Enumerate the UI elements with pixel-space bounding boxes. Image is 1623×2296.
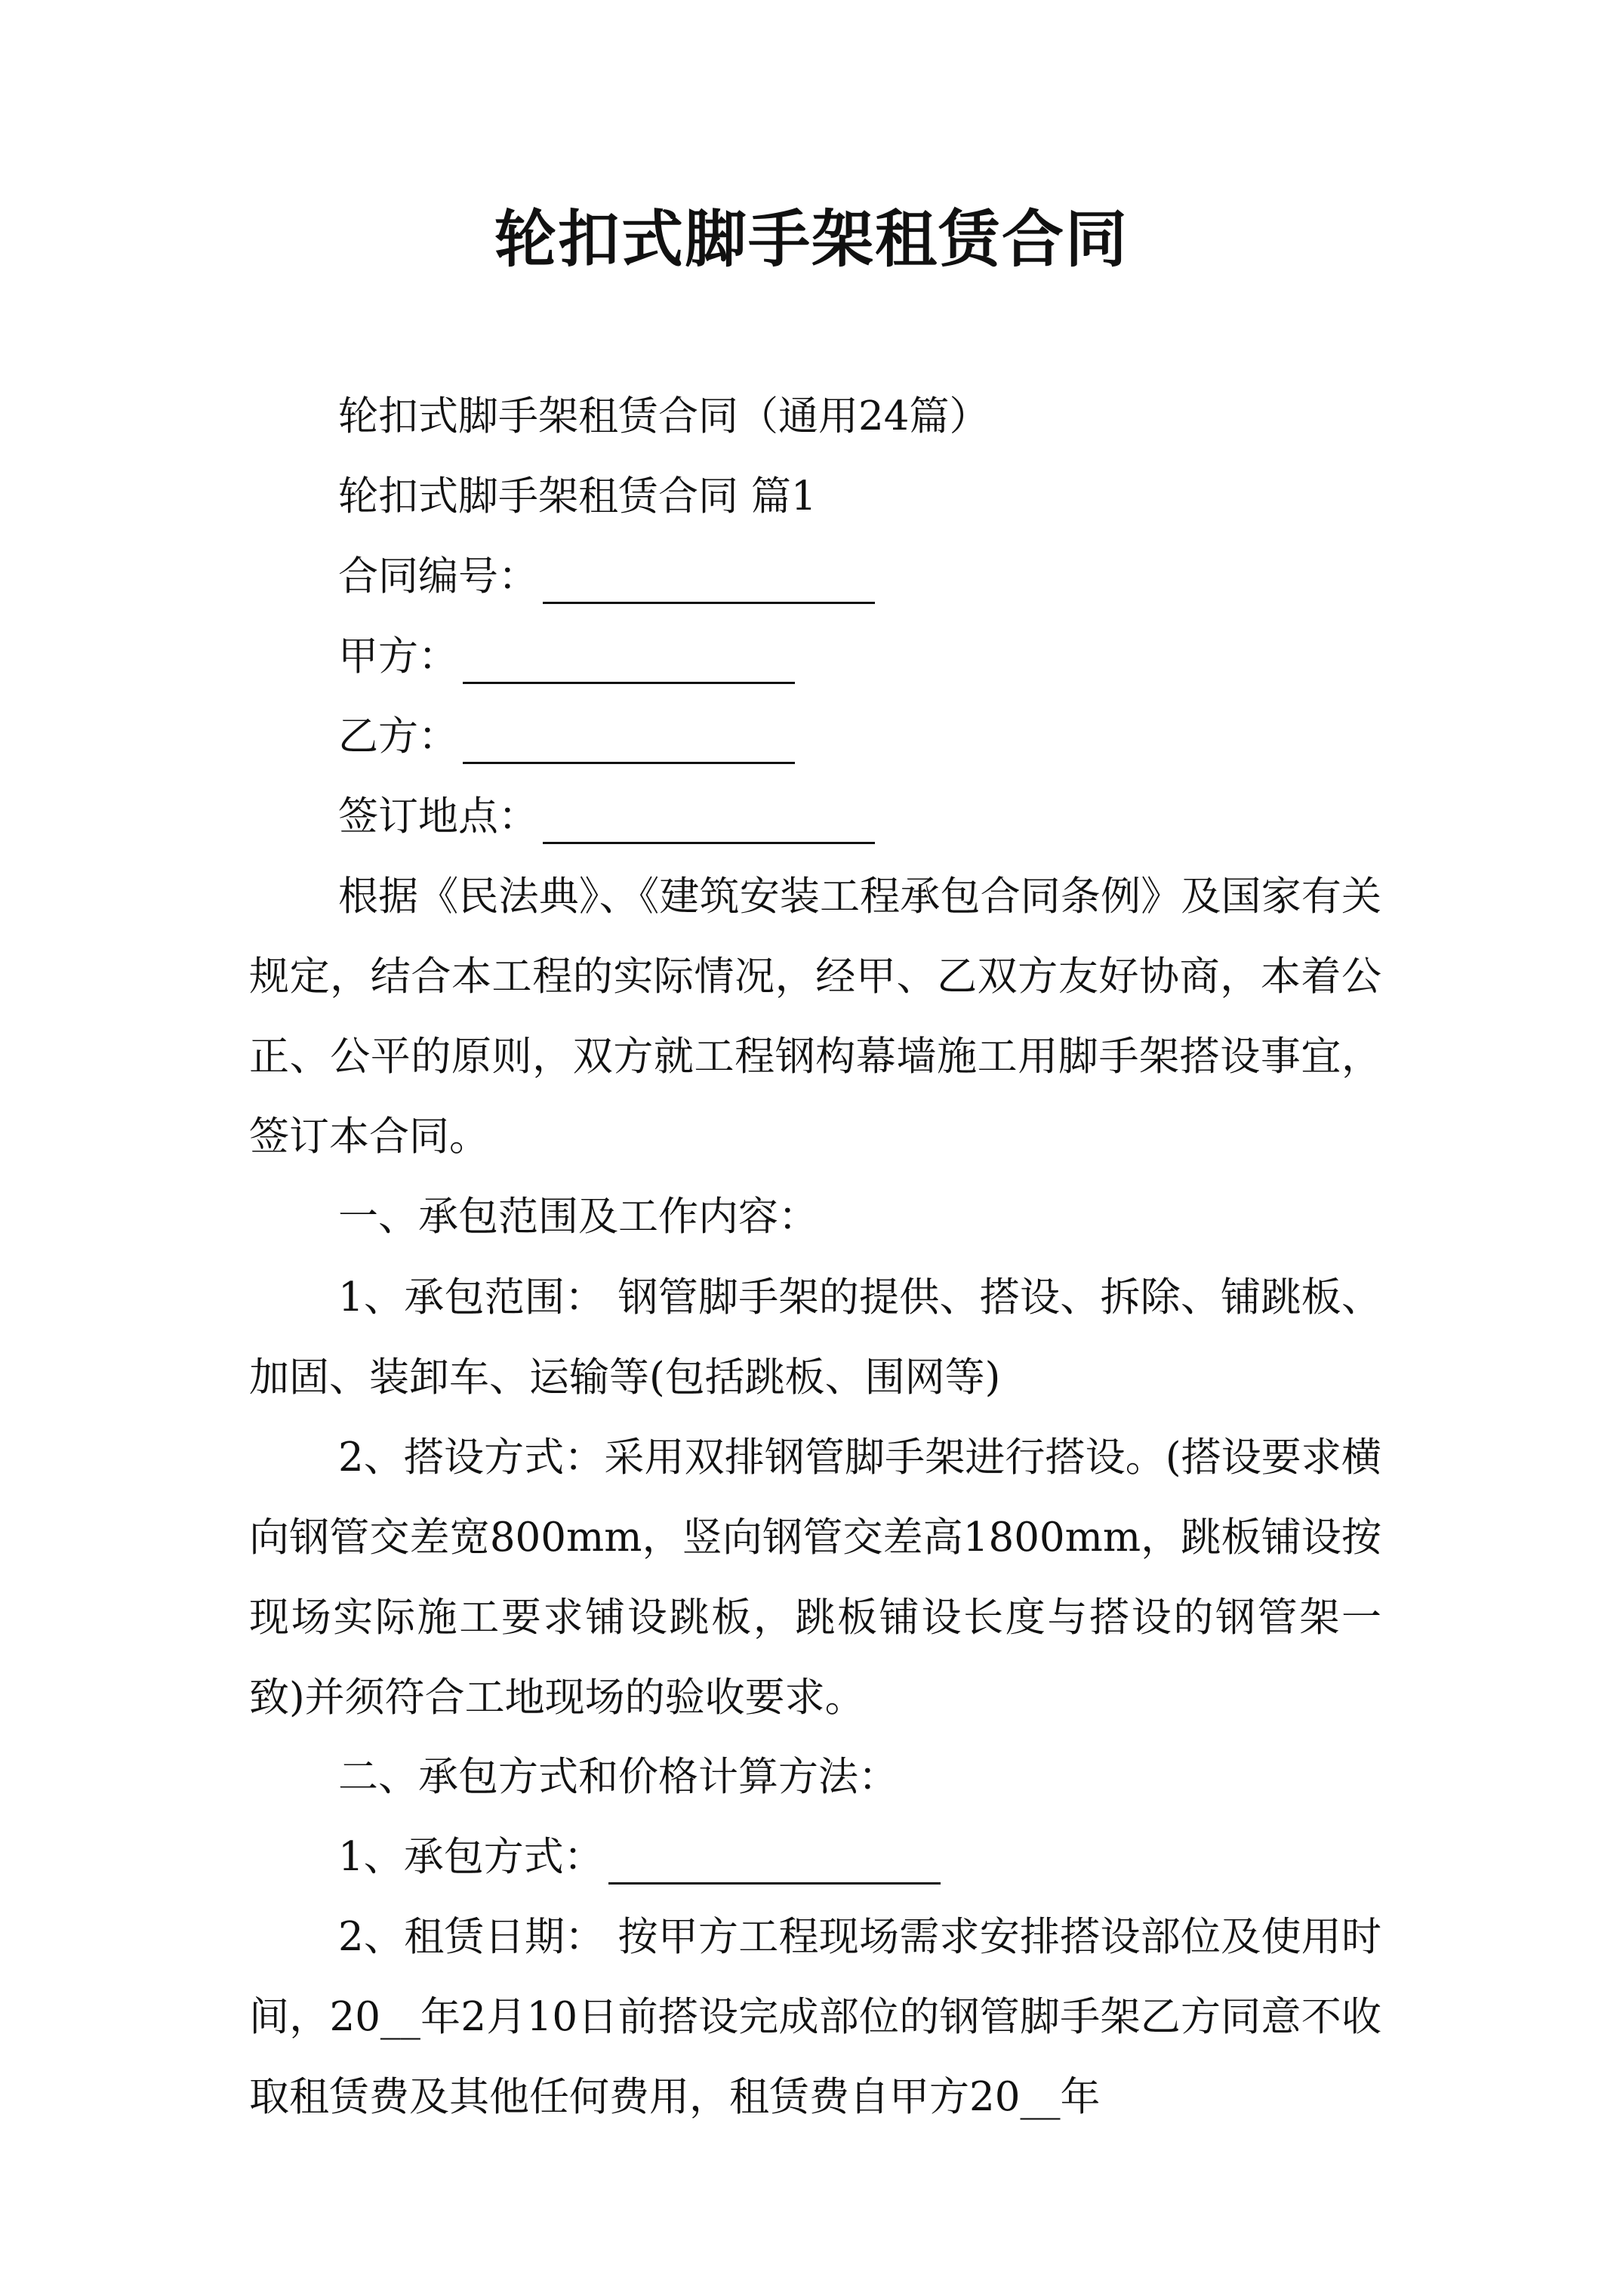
contract-number-blank xyxy=(543,559,875,604)
section2-title: 二、承包方式和价格计算方法： xyxy=(338,1754,898,1800)
item2-2-paragraph: 2、租赁日期： 按甲方工程现场需求安排搭设部位及使用时间，20__年2月10日前搭设完成部位的钢管脚手架乙方同意不收取租赁费及其他任何费用，租赁费自甲方20__年 xyxy=(249,1914,1381,2120)
contract-method-label: 1、承包方式： xyxy=(338,1834,604,1880)
contract-method-field xyxy=(338,1830,1471,1885)
section1-title: 一、承包范围及工作内容： xyxy=(338,1194,818,1240)
document-subtitle: 轮扣式脚手架租赁合同（通用24篇） xyxy=(338,393,990,439)
signing-place-label: 签订地点： xyxy=(338,794,538,840)
party-b-blank xyxy=(463,720,795,764)
item1-1-paragraph: 1、承包范围： 钢管脚手架的提供、搭设、拆除、铺跳板、加固、装卸车、运输等(包括跳板、围网等) xyxy=(249,1274,1381,1401)
contract-number-label: 合同编号： xyxy=(338,553,538,599)
section-heading: 轮扣式脚手架租赁合同 篇1 xyxy=(338,473,817,519)
document-title: 轮扣式脚手架租赁合同 xyxy=(494,203,1129,276)
intro-paragraph: 根据《民法典》、《建筑安装工程承包合同条例》及国家有关规定，结合本工程的实际情况，经甲、乙双方友好协商，本着公正、公平的原则，双方就工程钢构幕墙施工用脚手架搭设事宜，签订本合同。 xyxy=(249,874,1381,1160)
signing-place-blank xyxy=(543,800,875,844)
party-b-field xyxy=(338,710,1471,764)
signing-place-field xyxy=(338,790,1471,844)
party-a-blank xyxy=(463,639,795,684)
party-b-label: 乙方： xyxy=(338,713,458,760)
item1-2-paragraph: 2、搭设方式：采用双排钢管脚手架进行搭设。(搭设要求横向钢管交差宽800mm，竖向钢管交差高1800mm，跳板铺设按现场实际施工要求铺设跳板，跳板铺设长度与搭设的钢管架一致)并须符合工地现场的验收要求。 xyxy=(249,1435,1381,1721)
contract-number-field xyxy=(338,550,1471,604)
party-a-field xyxy=(338,630,1471,684)
party-a-label: 甲方： xyxy=(338,633,458,680)
contract-method-blank xyxy=(608,1840,941,1885)
